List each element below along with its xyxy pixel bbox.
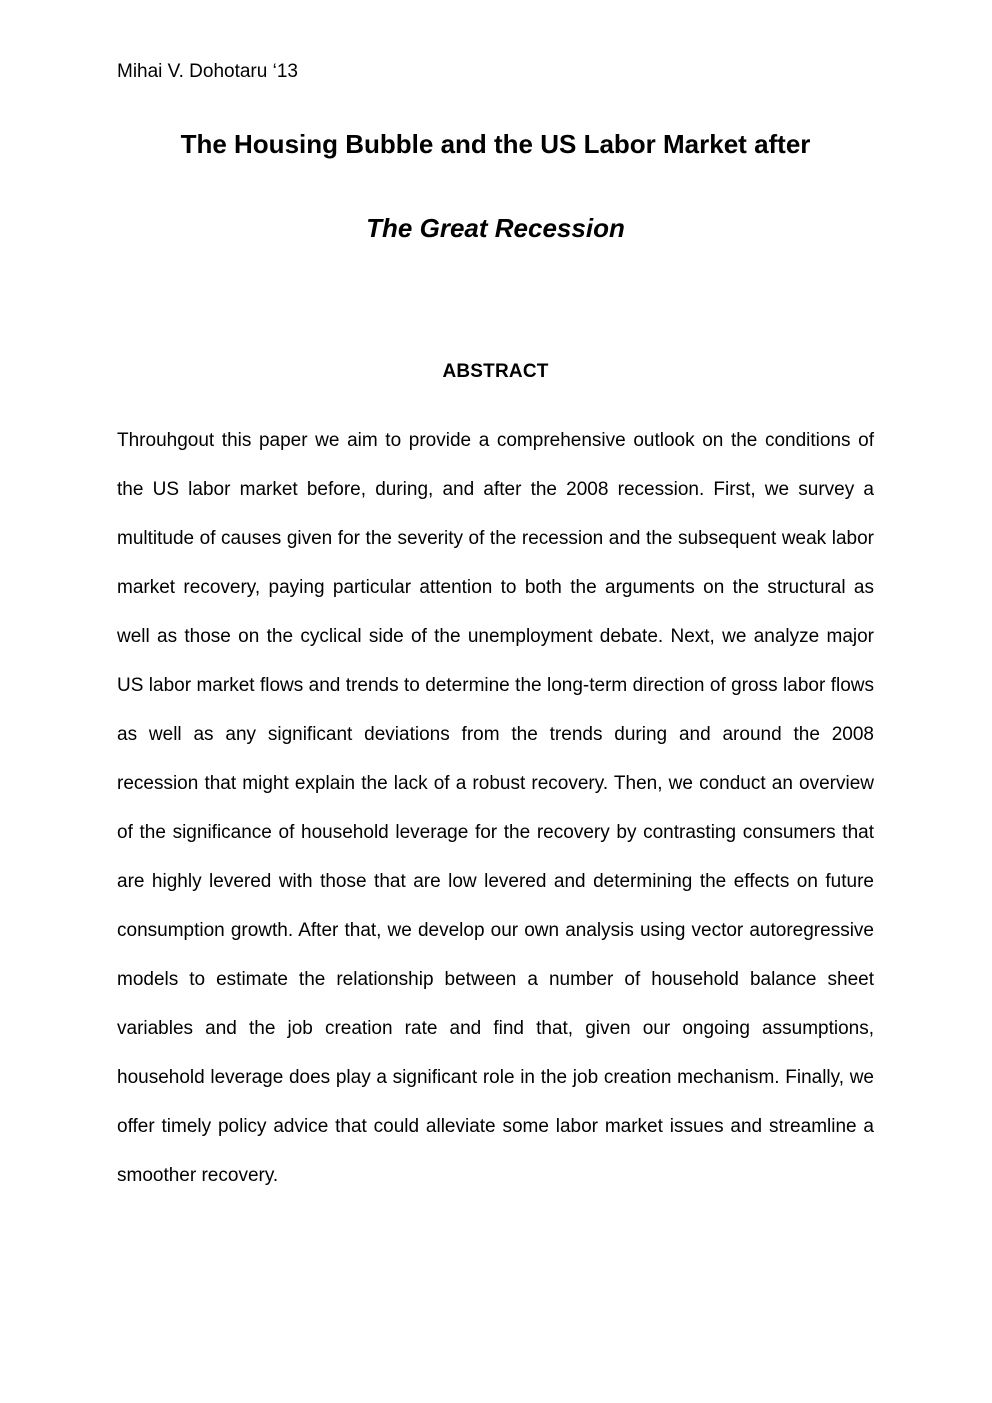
paper-title-line-2: The Great Recession [366,213,625,243]
author-byline: Mihai V. Dohotaru ‘13 [117,61,298,82]
paper-title-line-1: The Housing Bubble and the US Labor Market after [180,129,811,159]
abstract-heading: ABSTRACT [442,361,549,382]
abstract-paragraph: Throuhgout this paper we aim to provide a comprehensive outlook on the conditions of the US labor market before, during, and after the 2008 recession. First, we survey a multitude of causes given for the severity of the recession and the subsequent weak labor market recovery, paying particular attention to both the arguments on the structural as well as those on the cyclical side of the unemployment debate. Next, we analyze major US labor market flows and trends to determine the long-term direction of gross labor flows as well as any significant deviations from the trends during and around the 2008 recession that might explain the lack of a robust recovery. Then, we conduct an overview of the significance of household leverage for the recovery by contrasting consumers that are highly levered with those that are low levered and determining the effects on future consumption growth. After that, we develop our own analysis using vector autoregressive models to estimate the relationship between a number of household balance sheet variables and the job creation rate and find that, given our ongoing assumptions, household leverage does play a significant role in the job creation mechanism. Finally, we offer timely policy advice that could alleviate some labor market issues and streamline a smoother recovery. [117,430,874,1186]
